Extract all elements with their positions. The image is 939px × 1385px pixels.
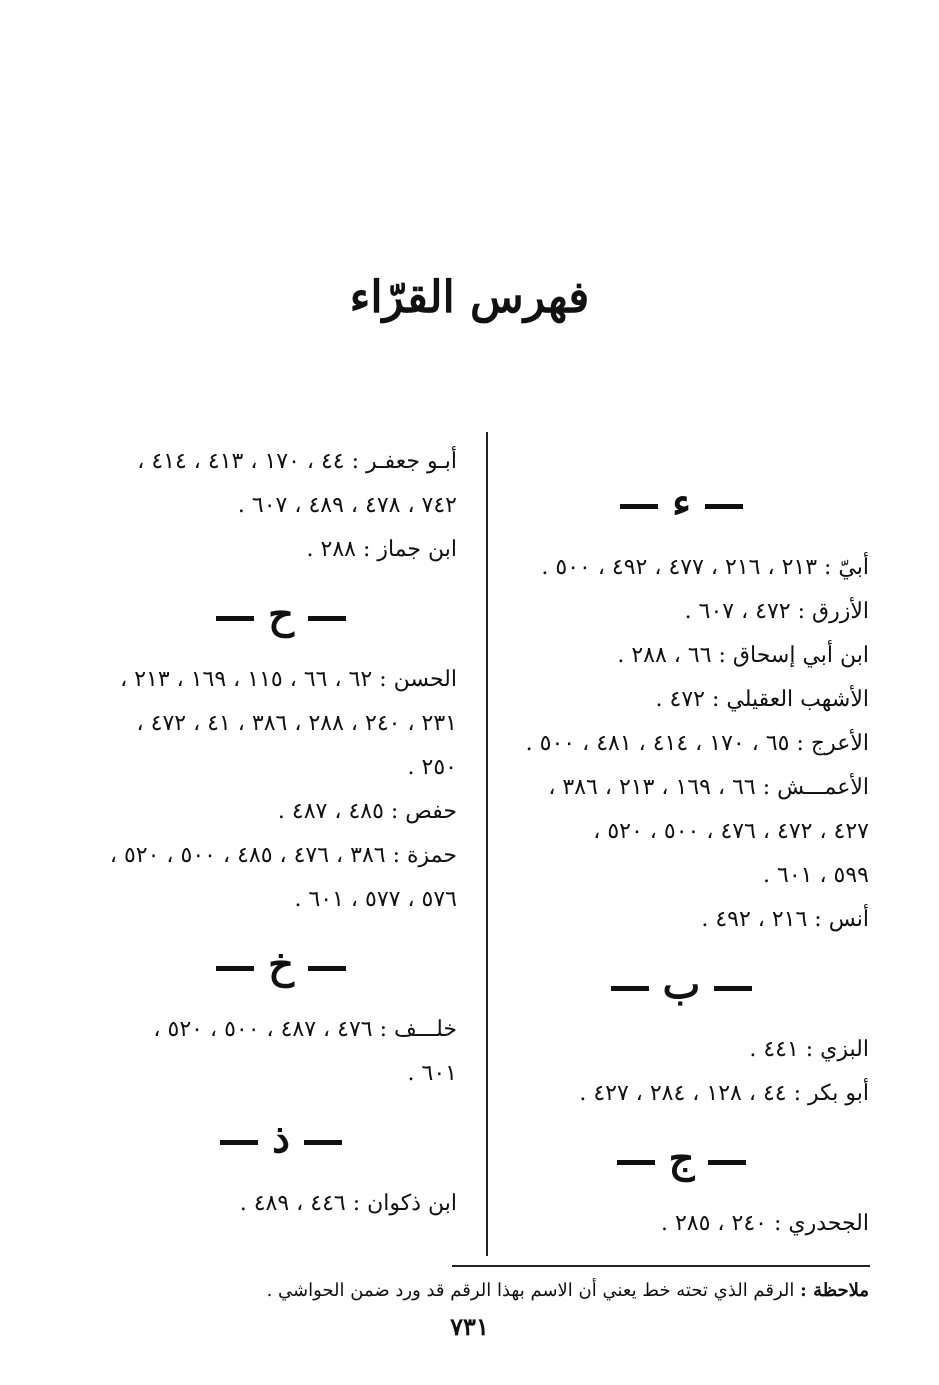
footnote: [169, 1275, 869, 1307]
index-entry: الحسن : ٦٢ ، ٦٦ ، ١١٥ ، ١٦٩ ، ٢١٣ ،: [120, 667, 457, 692]
index-entry: خلـــف : ٤٧٦ ، ٤٨٧ ، ٥٠٠ ، ٥٢٠ ،: [153, 1017, 457, 1042]
index-entry: الأزرق : ٤٧٢ ، ٦٠٧ .: [684, 599, 869, 624]
section-letter-kha: خ: [105, 922, 457, 1008]
index-entry: ابن جماز : ٢٨٨ .: [306, 537, 457, 562]
index-entry: ٢٣١ ، ٢٤٠ ، ٢٨٨ ، ٣٨٦ ، ٤١ ، ٤٧٢ ،: [136, 711, 457, 736]
index-entry: أبيّ : ٢١٣ ، ٢١٦ ، ٤٧٧ ، ٤٩٢ ، ٥٠٠ .: [541, 555, 869, 580]
column-divider: [486, 432, 488, 1256]
index-entry: ٥٧٦ ، ٥٧٧ ، ٦٠١ .: [294, 887, 457, 912]
index-entry: ابن ذكوان : ٤٤٦ ، ٤٨٩ .: [239, 1191, 457, 1216]
index-entry: حفص : ٤٨٥ ، ٤٨٧ .: [277, 799, 457, 824]
section-letter-ba: ب: [494, 942, 869, 1028]
index-entry: ٢٥٠ .: [407, 755, 457, 780]
left-column: [105, 440, 457, 1226]
index-entry: أبو بكر : ٤٤ ، ١٢٨ ، ٢٨٤ ، ٤٢٧ .: [579, 1081, 869, 1106]
index-entry: ٥٩٩ ، ٦٠١ .: [763, 863, 869, 888]
section-letter-jim: ج: [494, 1116, 869, 1202]
page-number: ٧٣١: [450, 1312, 489, 1341]
section-letter-ha: ح: [105, 572, 457, 658]
section-letter-dhal: ذ: [105, 1096, 457, 1182]
index-entry: الأعمـــش : ٦٦ ، ١٦٩ ، ٢١٣ ، ٣٨٦ ،: [548, 775, 869, 800]
footnote-text: الرقم الذي تحته خط يعني أن الاسم بهذا الرقم قد ورد ضمن الحواشي .: [266, 1280, 795, 1301]
index-entry: ٦٠١ .: [407, 1061, 457, 1086]
right-column: [494, 460, 869, 1246]
index-entry: ٧٤٢ ، ٤٧٨ ، ٤٨٩ ، ٦٠٧ .: [237, 493, 457, 518]
index-entry: الأعرج : ٦٥ ، ١٧٠ ، ٤١٤ ، ٤٨١ ، ٥٠٠ .: [525, 731, 869, 756]
index-entry: البزي : ٤٤١ .: [749, 1037, 869, 1062]
page-title: فهرس القرّاء: [349, 272, 590, 323]
footnote-label: ملاحظة :: [800, 1280, 869, 1301]
index-entry: حمزة : ٣٨٦ ، ٤٧٦ ، ٤٨٥ ، ٥٠٠ ، ٥٢٠ ،: [109, 843, 457, 868]
index-entry: ٤٢٧ ، ٤٧٢ ، ٤٧٦ ، ٥٠٠ ، ٥٢٠ ،: [593, 819, 869, 844]
index-entry: أبـو جعفـر : ٤٤ ، ١٧٠ ، ٤١٣ ، ٤١٤ ،: [137, 449, 457, 474]
footnote-rule: [452, 1265, 870, 1267]
index-entry: الأشهب العقيلي : ٤٧٢ .: [655, 687, 869, 712]
index-entry: ابن أبي إسحاق : ٦٦ ، ٢٨٨ .: [617, 643, 869, 668]
index-entry: الجحدري : ٢٤٠ ، ٢٨٥ .: [660, 1211, 869, 1236]
section-letter-hamza: ء: [494, 460, 869, 546]
index-entry: أنس : ٢١٦ ، ٤٩٢ .: [701, 907, 869, 932]
